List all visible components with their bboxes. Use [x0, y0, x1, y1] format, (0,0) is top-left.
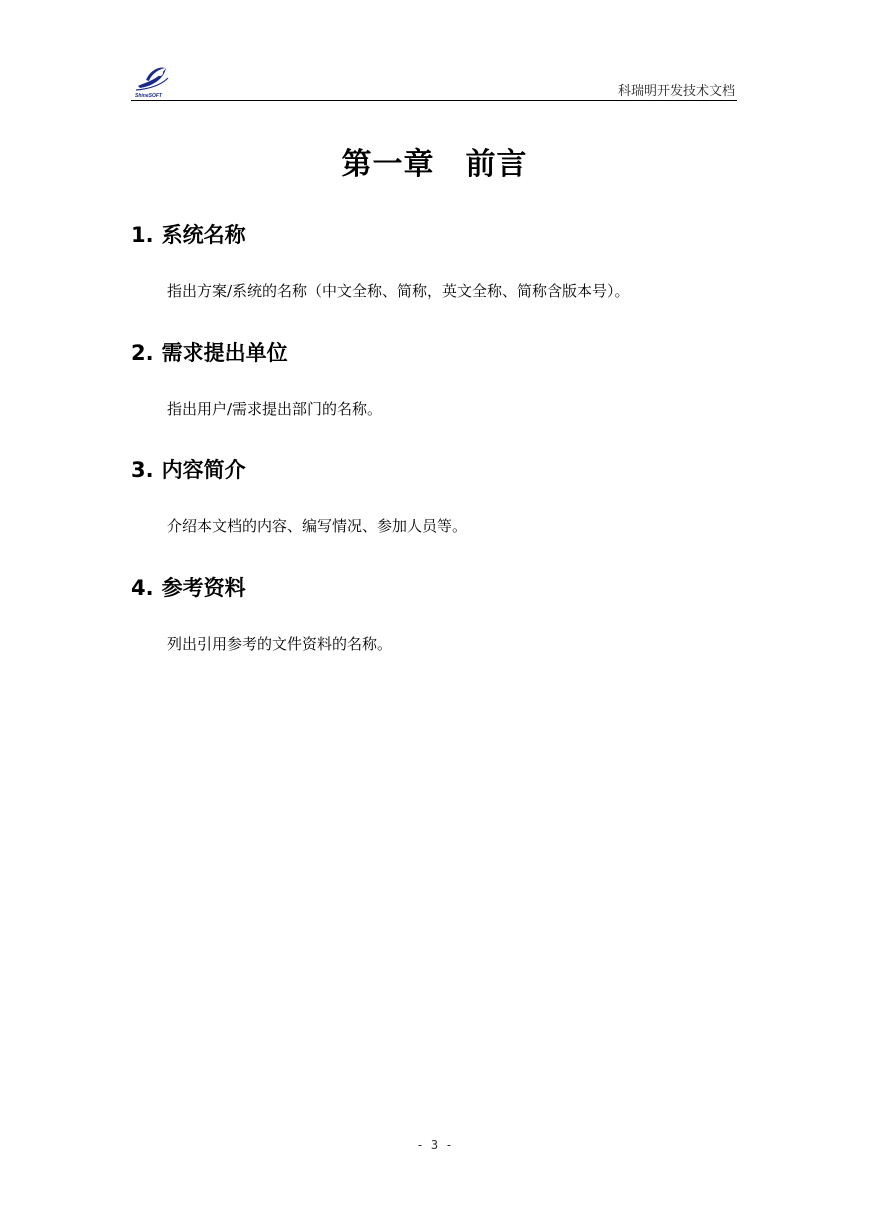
section-heading-4: [131, 572, 246, 602]
section-number: 2.: [131, 341, 154, 365]
section-title: 需求提出单位: [161, 341, 288, 365]
section-title: 内容简介: [161, 458, 246, 482]
section-body-3: 介绍本文档的内容、编写情况、参加人员等。: [167, 517, 468, 535]
section-number: 4.: [131, 576, 154, 600]
header-title: 科瑞明开发技术文档: [617, 84, 735, 99]
page-number: - 3 -: [416, 1138, 453, 1152]
section-title: 系统名称: [161, 223, 246, 247]
page-header: [131, 56, 737, 101]
company-logo: [132, 60, 172, 98]
logo-wordmark: ShineSOFT: [135, 93, 162, 99]
chapter-title: 第一章 前言: [341, 147, 528, 182]
section-body-1: 指出方案/系统的名称（中文全称、简称，英文全称、简称含版本号）。: [167, 282, 630, 300]
section-body-4: 列出引用参考的文件资料的名称。: [167, 635, 393, 653]
section-body-2: 指出用户/需求提出部门的名称。: [167, 400, 383, 418]
section-number: 3.: [131, 458, 154, 482]
section-title: 参考资料: [161, 576, 246, 600]
section-heading-3: [131, 454, 246, 484]
section-number: 1.: [131, 223, 154, 247]
section-heading-2: [131, 337, 288, 367]
section-heading-1: [131, 219, 246, 249]
